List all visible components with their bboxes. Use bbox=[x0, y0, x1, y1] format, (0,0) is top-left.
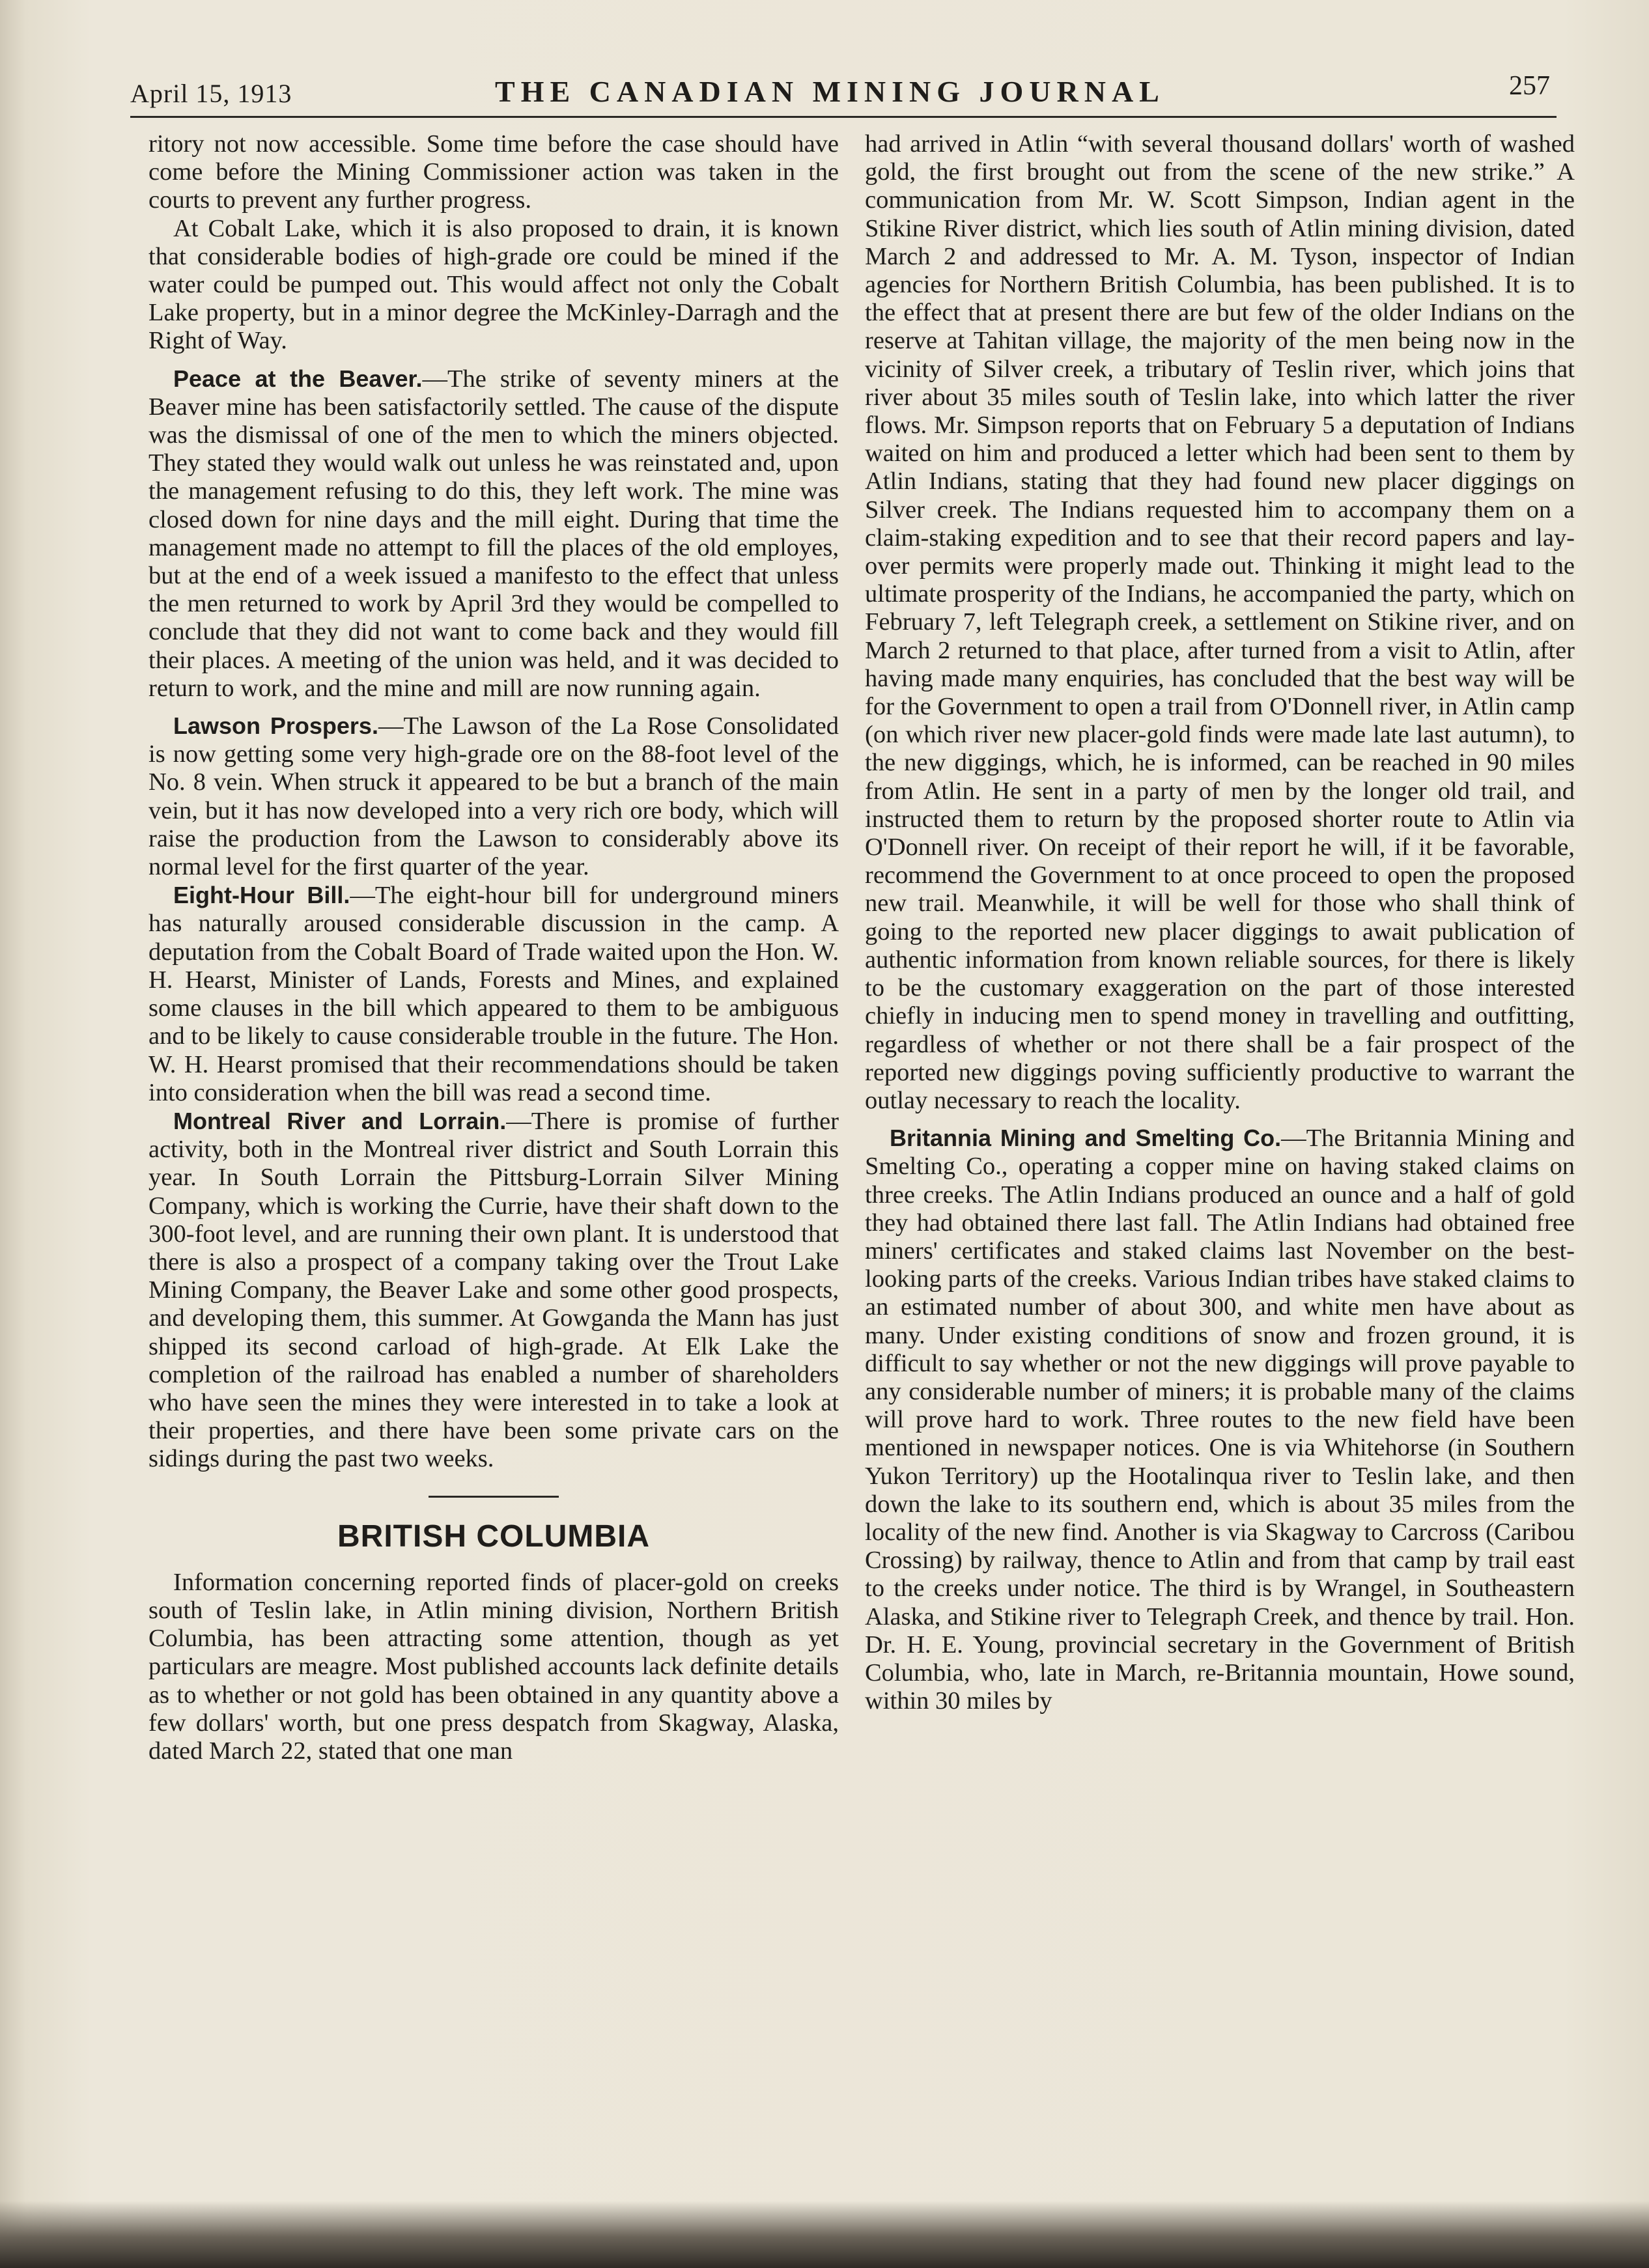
header-rule bbox=[130, 116, 1557, 118]
article-montreal bbox=[148, 1107, 839, 1474]
section-heading-british-columbia: BRITISH COLUMBIA bbox=[337, 1519, 650, 1554]
page-edge-shadow bbox=[0, 2201, 1649, 2268]
article-text: —The strike of seventy miners at the Beaver mine has been satisfactorily settled. The cause of the dispute was the dismissal of one of the men to which the miners objected. They stated they would walk out unless he was reinstated and, upon the management refusing to do this, they left work. The mine was closed down for nine days and the mill eight. During that time the management made no attempt to fill the places of the old employes, but at the end of a week issued a manifesto to the effect that unless the men returned to work by April 3rd they would be compelled to conclude that they did not want to come back and they would fill their places. A meeting of the union was held, and it was decided to return to work, and the mine and mill are now running again. bbox=[148, 365, 839, 702]
paragraph: Information concerning reported finds of placer-gold on creeks south of Teslin lake, in Atlin mining division, Northern British Columbia, has been attracting some attention, though as yet particulars are meagre. Most published accounts lack definite details as to whether or not gold has been obtained in any quantity above a few dollars' worth, but one press despatch from Skagway, Alaska, dated March 22, stated that one man bbox=[148, 1568, 839, 1765]
subheading-britannia: Britannia Mining and Smelting Co. bbox=[890, 1125, 1282, 1152]
spacer bbox=[865, 1115, 1575, 1124]
article-lawson bbox=[148, 712, 839, 881]
article-peace bbox=[148, 365, 839, 703]
issue-date: April 15, 1913 bbox=[130, 79, 292, 108]
subheading-lawson: Lawson Prospers. bbox=[173, 712, 378, 740]
paragraph: ritory not now accessible. Some time before the case should have come before the Mining Commissioner action was taken in the courts to prevent any further progress. bbox=[148, 130, 839, 214]
section-divider bbox=[429, 1496, 559, 1498]
subheading-eight-hour: Eight-Hour Bill. bbox=[173, 882, 350, 909]
spacer bbox=[148, 356, 839, 365]
spacer bbox=[148, 703, 839, 712]
article-eight-hour bbox=[148, 881, 839, 1107]
article-text: —There is promise of further activity, both in the Montreal river district and South Lorrain this year. In South Lorrain the Pittsburg-Lorrain Silver Mining Company, which is working the Currie, have their shaft down to the 300-foot level, and are running their own plant. It is understood that there is also a prospect of a company taking over the Trout Lake Mining Company, the Beaver Lake and some other good prospects, and developing them, this summer. At Gowganda the Mann has just shipped its second carload of high-grade. At Elk Lake the completion of the railroad has enabled a number of shareholders who have seen the mines they were interested in to take a look at their properties, and there have been some private cars on the sidings during the past two weeks. bbox=[148, 1107, 839, 1473]
right-column bbox=[865, 130, 1575, 1715]
left-column bbox=[148, 130, 839, 1765]
running-header bbox=[130, 65, 1557, 117]
page-number: 257 bbox=[1509, 71, 1550, 101]
journal-title: THE CANADIAN MINING JOURNAL bbox=[495, 75, 1165, 108]
subheading-montreal: Montreal River and Lorrain. bbox=[173, 1107, 507, 1134]
paragraph: had arrived in Atlin “with several thousand dollars' worth of washed gold, the first brought out from the scene of the new strike.” A communication from Mr. W. Scott Simpson, Indian agent in the Stikine River district, which lies south of Atlin mining division, dated March 2 and addressed to Mr. A. M. Tyson, inspector of Indian agencies for Northern British Columbia, has been published. It is to the effect that at present there are but few of the older Indians on the reserve at Tahitan village, the majority of the men being now in the vicinity of Silver creek, a tributary of Teslin river, which joins that river about 35 miles south of Teslin lake, into which latter the river flows. Mr. Simpson reports that on February 5 a deputation of Indians waited on him and produced a letter which had been sent to them by Atlin Indians, stating that they had found new placer diggings on Silver creek. The Indians requested him to accompany them on a claim-staking expedition and to see that their record papers and lay-over permits were properly made out. Thinking it might lead to the ultimate prosperity of the Indians, he accompanied the party, which on February 7, left Telegraph creek, a settlement on Stikine river, and on March 2 returned to that place, after turned from a visit to Atlin, after having made many enquiries, has concluded that the best way will be for the Government to open a trail from O'Donnell river, in Atlin camp (on which river new placer-gold finds were made late last autumn), to the new diggings, which, he is informed, can be reached in 90 miles from Atlin. He sent in a party of men by the longer old trail, and instructed them to return by the proposed shorter route to Atlin via O'Donnell river. On receipt of their report he will, if it be favorable, recommend the Government to at once proceed to open the proposed new trail. Meanwhile, it will be well for those who shall think of going to the reported new placer diggings to await publication of authentic information from known reliable sources, for there is likely to be the customary exaggeration on the part of those interested chiefly in inducing men to spend money in travelling and outfitting, regardless of whether or not there shall be a fair prospect of the reported new diggings poving sufficiently productive to warrant the outlay necessary to reach the locality. bbox=[865, 130, 1575, 1114]
article-text: —The Britannia Mining and Smelting Co., operating a copper mine on having staked claims on three creeks. The Atlin Indians produced an ounce and a half of gold they had obtained there last fall. The Atlin Indians had obtained free miners' certificates and staked claims last November on the best-looking parts of the creeks. Various Indian tribes have staked claims to an estimated number of about 300, and white men have about as many. Under existing conditions of snow and frozen ground, it is difficult to say whether or not the new diggings will prove payable to any considerable number of miners; it is probable many of the claims will prove hard to work. Three routes to the new field have been mentioned in newspaper notices. One is via Whitehorse (in Southern Yukon Territory) up the Hootalinqua river to Teslin lake, and then down the lake to its southern end, which is about 35 miles from the locality of the new find. Another is via Skagway to Carcross (Caribou Crossing) by railway, thence to Atlin and from that camp by trail east to the creeks under notice. The third is by Wrangel, in Southeastern Alaska, and Stikine river to Telegraph Creek, and thence by trail. Hon. Dr. H. E. Young, provincial secretary in the Government of British Columbia, who, late in March, re-Britannia mountain, Howe sound, within 30 miles by bbox=[865, 1125, 1575, 1715]
article-text: —The eight-hour bill for underground miners has naturally aroused considerable discussion in the camp. A deputation from the Cobalt Board of Trade waited upon the Hon. W. H. Hearst, Minister of Lands, Forests and Mines, and explained some clauses in the bill which appeared to them to be ambiguous and to be likely to cause considerable trouble in the future. The Hon. W. H. Hearst promised that their recommendations should be taken into consideration when the bill was read a second time. bbox=[148, 882, 839, 1106]
article-text: —The Lawson of the La Rose Consolidated is now getting some very high-grade ore on the 88-foot level of the No. 8 vein. When struck it appeared to be but a branch of the main vein, but it has now developed into a very rich ore body, which will raise the production from the Lawson to considerably above its normal level for the first quarter of the year. bbox=[148, 712, 839, 881]
subheading-peace: Peace at the Beaver. bbox=[173, 365, 423, 392]
paragraph: At Cobalt Lake, which it is also proposed to drain, it is known that considerable bodies of high-grade ore could be mined if the water could be pumped out. This would affect not only the Cobalt Lake property, but in a minor degree the McKinley-Darragh and the Right of Way. bbox=[148, 214, 839, 355]
article-britannia bbox=[865, 1124, 1575, 1715]
